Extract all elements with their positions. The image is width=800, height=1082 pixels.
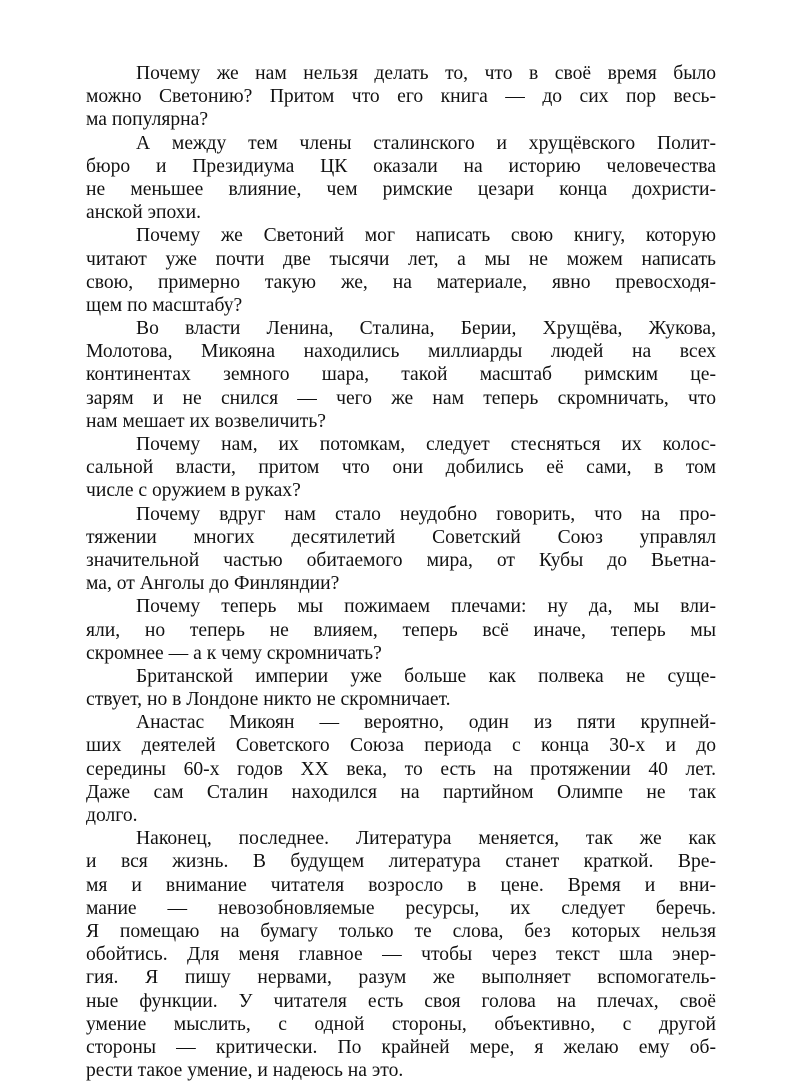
paragraph <box>86 224 716 317</box>
text-line: тяжении многих десятилетий Советский Союз управлял <box>86 526 716 548</box>
text-line: щем по масштабу? <box>86 294 243 316</box>
text-line: Я помещаю на бумагу только те слова, без которых нельзя <box>86 920 716 942</box>
text-line: Во власти Ленина, Сталина, Берии, Хрущёва, Жукова, <box>136 318 716 340</box>
text-line: А между тем члены сталинского и хрущёвского Полит- <box>136 132 716 154</box>
text-line: долго. <box>86 805 138 826</box>
text-line: анской эпохи. <box>86 202 201 224</box>
text-line: середины 60-х годов XX века, то есть на протяжении 40 лет. <box>86 758 716 780</box>
paragraph <box>86 433 716 503</box>
text-line: умение мыслить, с одной стороны, объективно, с другой <box>86 1013 716 1035</box>
text-line: ма популярна? <box>86 109 209 131</box>
paragraph <box>86 503 716 596</box>
paragraph <box>86 62 716 132</box>
text-line: Наконец, последнее. Литература меняется, так же как <box>136 828 716 850</box>
text-line: Почему же нам нельзя делать то, что в своё время было <box>136 63 716 84</box>
text-line: обойтись. Для меня главное — чтобы через текст шла энер- <box>86 944 716 966</box>
paragraph <box>86 132 716 225</box>
text-line: мание — невозобновляемые ресурсы, их следует беречь. <box>86 897 716 919</box>
text-line: Почему вдруг нам стало неудобно говорить, что на про- <box>136 503 716 525</box>
text-line: нам мешает их возвеличить? <box>86 410 326 432</box>
text-line: ма, от Анголы до Финляндии? <box>86 573 340 595</box>
text-line: континентах земного шара, такой масштаб римским це- <box>86 364 716 386</box>
text-line: рести такое умение, и надеюсь на это. <box>86 1060 404 1082</box>
text-line: ные функции. У читателя есть своя голова на плечах, своё <box>86 990 716 1012</box>
paragraph <box>86 665 716 711</box>
text-line: Почему теперь мы пожимаем плечами: ну да, мы вли- <box>136 596 716 618</box>
text-line: ших деятелей Советского Союза периода с конца 30-х и до <box>86 735 716 757</box>
text-line: читают уже почти две тысячи лет, а мы не можем написать <box>86 248 716 270</box>
text-line: Британской империи уже больше как полвека не суще- <box>136 665 716 687</box>
text-line: Даже сам Сталин находился на партийном Олимпе не так <box>86 781 716 803</box>
text-line: скромнее — а к чему скромничать? <box>86 642 382 664</box>
text-line: Молотова, Микояна находились миллиарды людей на всех <box>86 341 716 363</box>
text-line: сальной власти, притом что они добились её сами, в том <box>86 457 716 479</box>
book-page <box>86 62 716 1082</box>
text-line: зарям и не снился — чего же нам теперь скромничать, что <box>86 387 716 409</box>
paragraph <box>86 711 716 827</box>
paragraph <box>86 827 716 1082</box>
page-body-text <box>86 62 716 1082</box>
text-line: и вся жизнь. В будущем литература станет краткой. Вре- <box>86 851 716 873</box>
text-line: числе с оружием в руках? <box>86 480 301 502</box>
text-line: Почему же Светоний мог написать свою книгу, которую <box>136 225 716 247</box>
text-line: не меньшее влияние, чем римские цезари конца дохристи- <box>86 178 716 200</box>
text-line: Почему нам, их потомкам, следует стесняться их колос- <box>136 434 716 455</box>
paragraph <box>86 317 716 433</box>
text-line: мя и внимание читателя возросло в цене. Время и вни- <box>86 874 716 896</box>
text-line: гия. Я пишу нервами, разум же выполняет вспомогатель- <box>86 967 716 989</box>
text-line: яли, но теперь не влияем, теперь всё иначе, теперь мы <box>86 619 716 641</box>
text-line: Анастас Микоян — вероятно, один из пяти крупней- <box>136 712 716 734</box>
text-line: значительной частью обитаемого мира, от Кубы до Вьетна- <box>86 549 716 571</box>
text-line: стороны — критически. По крайней мере, я желаю ему об- <box>86 1036 716 1058</box>
text-line: можно Светонию? Притом что его книга — до сих пор весь- <box>86 86 716 108</box>
text-line: свою, примерно такую же, на материале, явно превосходя- <box>86 271 716 293</box>
text-line: бюро и Президиума ЦК оказали на историю человечества <box>86 155 716 177</box>
text-line: ствует, но в Лондоне никто не скромничает. <box>86 689 451 711</box>
paragraph <box>86 595 716 665</box>
